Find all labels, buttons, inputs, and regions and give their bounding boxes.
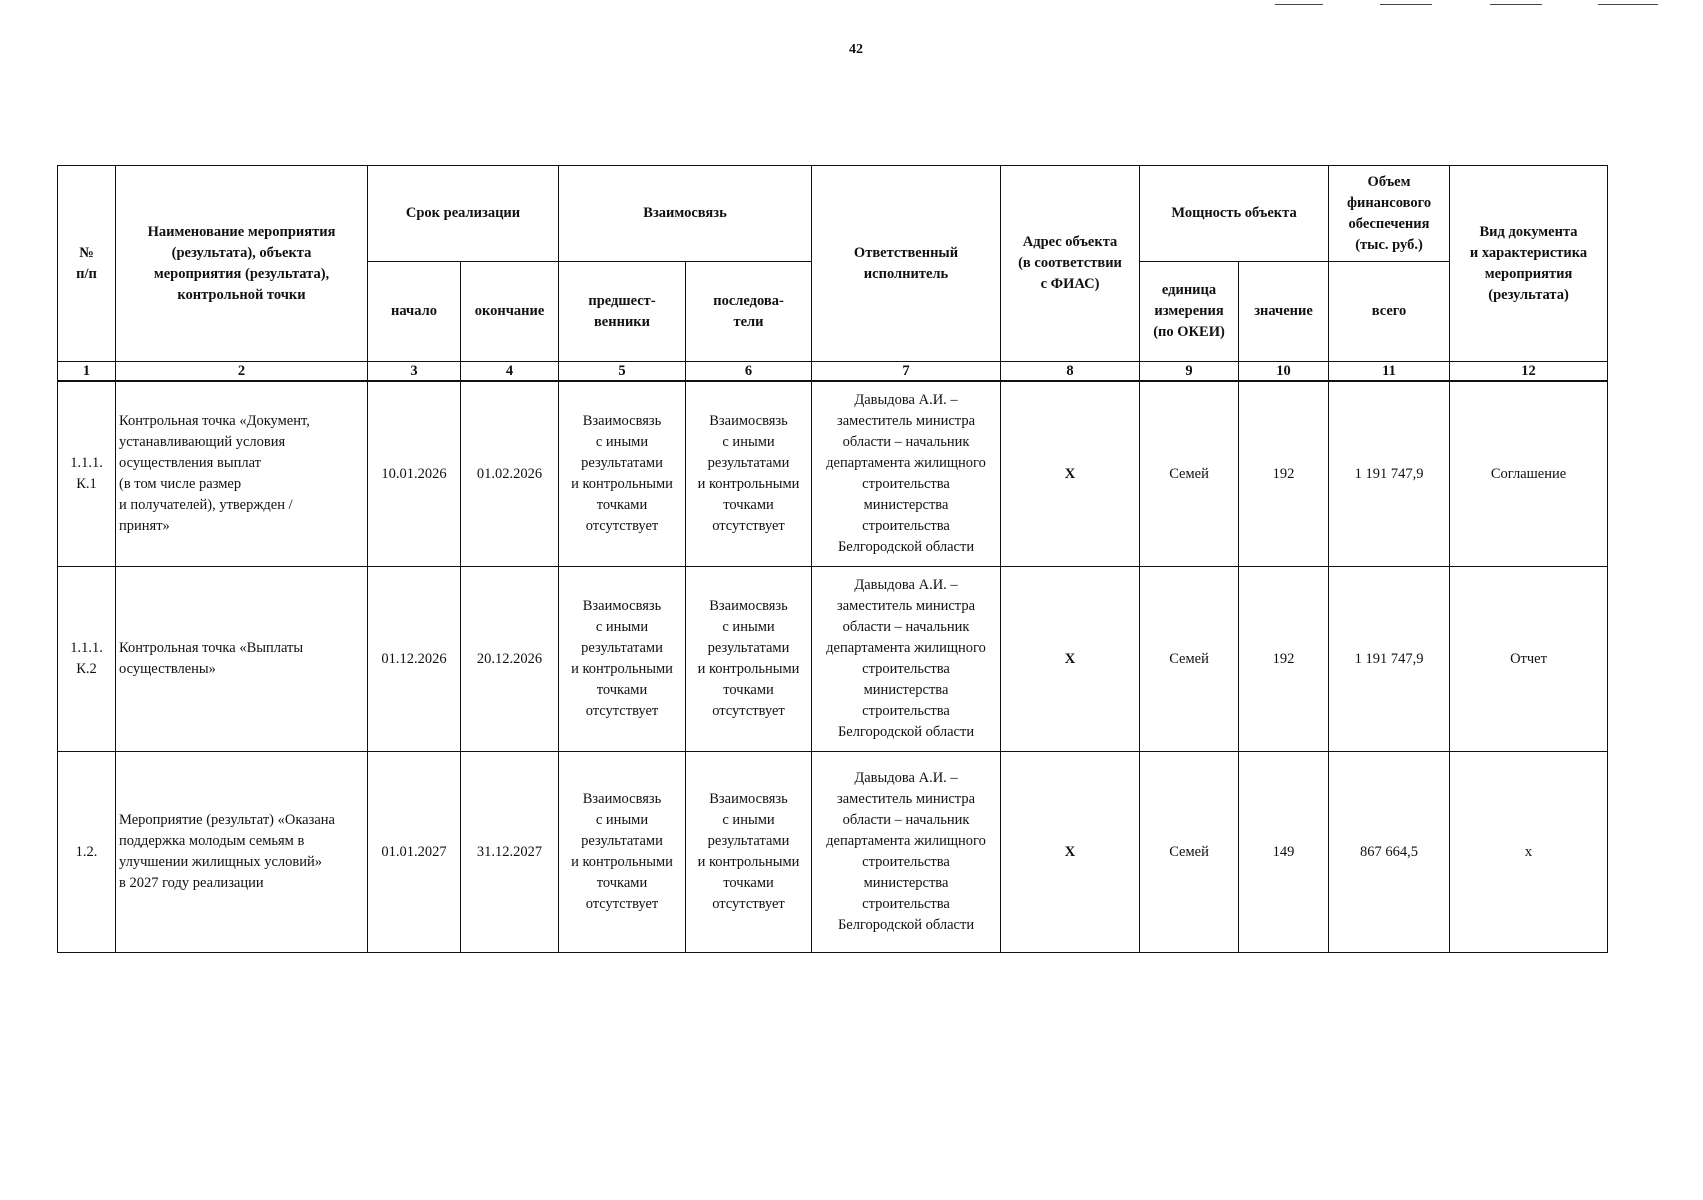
table-row [58,381,1608,567]
cell-total: 867 664,5 [1329,752,1450,953]
cell-responsible: Давыдова А.И. – заместитель министра области – начальник департамента жилищного строительства министерства строительства Белгородской области [812,567,1001,752]
column-number: 11 [1329,362,1450,382]
cell-end: 31.12.2027 [461,752,559,953]
cell-unit: Семей [1140,381,1239,567]
cell-start: 01.01.2027 [368,752,461,953]
cell-value: 149 [1239,752,1329,953]
cell-value: 192 [1239,381,1329,567]
header-term: Срок реализации [368,166,559,262]
page-number: 42 [849,42,863,57]
cell-prev: Взаимосвязь с иными результатами и контрольными точками отсутствует [559,752,686,953]
column-number: 8 [1001,362,1140,382]
column-number: 2 [116,362,368,382]
header-address: Адрес объекта (в соответствии с ФИАС) [1001,166,1140,362]
cell-doc: Отчет [1450,567,1608,752]
cell-end: 01.02.2026 [461,381,559,567]
cell-doc: Соглашение [1450,381,1608,567]
cell-start: 10.01.2026 [368,381,461,567]
column-number: 1 [58,362,116,382]
header-capacity-unit: единица измерения (по ОКЕИ) [1140,262,1239,362]
table-row [58,752,1608,953]
cell-next: Взаимосвязь с иными результатами и контрольными точками отсутствует [686,752,812,953]
cell-value: 192 [1239,567,1329,752]
cell-prev: Взаимосвязь с иными результатами и контрольными точками отсутствует [559,567,686,752]
cell-unit: Семей [1140,567,1239,752]
cell-num: 1.2. [58,752,116,953]
column-number: 4 [461,362,559,382]
cell-name: Контрольная точка «Выплаты осуществлены» [116,567,368,752]
column-number: 7 [812,362,1001,382]
cell-start: 01.12.2026 [368,567,461,752]
column-number: 12 [1450,362,1608,382]
header-capacity: Мощность объекта [1140,166,1329,262]
scan-artifact-line [1275,4,1323,5]
cell-next: Взаимосвязь с иными результатами и контрольными точками отсутствует [686,567,812,752]
header-responsible: Ответственный исполнитель [812,166,1001,362]
cell-name: Мероприятие (результат) «Оказана поддержка молодым семьям в улучшении жилищных условий» в 2027 году реализации [116,752,368,953]
header-finance-total: всего [1329,262,1450,362]
column-number: 5 [559,362,686,382]
cell-num: 1.1.1. К.2 [58,567,116,752]
cell-total: 1 191 747,9 [1329,567,1450,752]
cell-num: 1.1.1. К.1 [58,381,116,567]
header-link-prev: предшест- венники [559,262,686,362]
cell-next: Взаимосвязь с иными результатами и контрольными точками отсутствует [686,381,812,567]
header-capacity-value: значение [1239,262,1329,362]
header-finance: Объем финансового обеспечения (тыс. руб.) [1329,166,1450,262]
header-link-next: последова- тели [686,262,812,362]
column-number: 3 [368,362,461,382]
column-number: 6 [686,362,812,382]
cell-doc: х [1450,752,1608,953]
scan-artifact-line [1490,4,1542,5]
activities-table [57,165,1608,953]
cell-responsible: Давыдова А.И. – заместитель министра области – начальник департамента жилищного строительства министерства строительства Белгородской области [812,752,1001,953]
cell-prev: Взаимосвязь с иными результатами и контрольными точками отсутствует [559,381,686,567]
table-row [58,567,1608,752]
header-doc-type: Вид документа и характеристика мероприятия (результата) [1450,166,1608,362]
cell-end: 20.12.2026 [461,567,559,752]
column-number: 10 [1239,362,1329,382]
cell-unit: Семей [1140,752,1239,953]
scan-artifact-line [1380,4,1432,5]
header-link: Взаимосвязь [559,166,812,262]
header-num: № п/п [58,166,116,362]
cell-address: X [1001,381,1140,567]
header-term-end: окончание [461,262,559,362]
header-name: Наименование мероприятия (результата), объекта мероприятия (результата), контрольной точки [116,166,368,362]
cell-responsible: Давыдова А.И. – заместитель министра области – начальник департамента жилищного строительства министерства строительства Белгородской области [812,381,1001,567]
cell-name: Контрольная точка «Документ, устанавливающий условия осуществления выплат (в том числе размер и получателей), утвержден / принят» [116,381,368,567]
cell-address: X [1001,567,1140,752]
activities-table-wrapper [57,165,1607,953]
cell-total: 1 191 747,9 [1329,381,1450,567]
column-number: 9 [1140,362,1239,382]
header-term-start: начало [368,262,461,362]
scan-artifact-line [1598,4,1658,5]
cell-address: X [1001,752,1140,953]
